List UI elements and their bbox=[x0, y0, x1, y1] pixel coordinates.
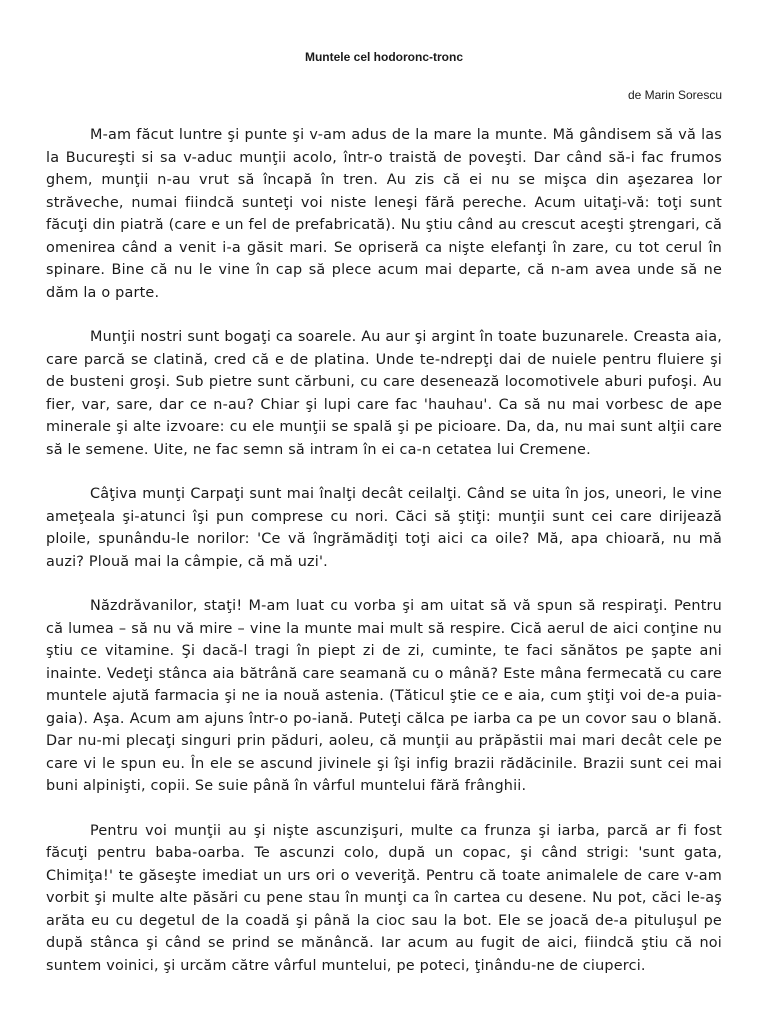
document-author: de Marin Sorescu bbox=[627, 88, 722, 102]
paragraph: Câţiva munţi Carpaţi sunt mai înalţi decât ceilalţi. Când se uita în jos, uneori, le vine ameţeala şi-atunci îşi pun comprese cu nori. Căci să ştiţi: munţii sunt cei care dirijează ploile, spunându-le norilor: 'Ce vă îngrămădiţi toţi aici ca oile? Mă, apa chioară, nu mă auzi? Plouă mai la câmpie, că mă uzi'. bbox=[46, 486, 722, 570]
paragraph: Munţii nostri sunt bogaţi ca soarele. Au aur şi argint în toate buzunarele. Creasta aia, care parcă se clatină, cred că e de platina. Unde te-ndrepţi dai de nuiele pentru fluiere şi de busteni groşi. Sub pietre sunt cărbuni, cu care desenează locomotivele aburi pufoşi. Au fier, var, sare, dar ce n-au? Chiar şi lupi care fac 'hauhau'. Ca să nu mai vorbesc de ape minerale şi alte izvoare: cu ele munţii se spală şi pe picioare. Da, da, nu mai sunt alţii care să le semene. Uite, ne fac semn să intram în ei ca-n cetatea lui Cremene. bbox=[46, 329, 722, 458]
paragraph: Pentru voi munţii au şi nişte ascunzişuri, multe ca frunza şi iarba, parcă ar fi fost făcuţi pentru baba-oarba. Te ascunzi colo, după un copac, şi când strigi: 'sunt gata, Chimiţa!' te găseşte imediat un urs ori o veveriţă. Pentru că toate animalele de care v-am vorbit şi multe alte păsări cu pene stau în munţi ca în cartea cu desene. Nu pot, căci le-aş arăta eu cu degetul de la coadă şi până la cioc sau la bot. Ele se joacă de-a pituluşul pe după stânca şi când se prind se mănâncă. Iar acum au fugit de aici, fiindcă ştiu că noi suntem voinici, şi urcăm către vârful muntelui, pe poteci, ţinându-ne de ciuperci. bbox=[46, 822, 722, 974]
document-title: Muntele cel hodoronc-tronc bbox=[304, 50, 463, 64]
paragraph: M-am făcut luntre şi punte şi v-am adus de la mare la munte. Mă gândisem să vă las la Bucureşti si sa v-aduc munţii acolo, într-o traistă de poveşti. Dar când să-i fac frumos ghem, munţii n-au vrut să încapă în tren. Au zis că ei nu se mişca din aşezarea lor străveche, numai fiindcă sunteţi voi niste leneşi fără pereche. Acum uitaţi-vă: toţi sunt făcuţi din piatră (care e un fel de prefabricată). Nu ştiu când au crescut aceşti ştrengari, că omenirea când a venit i-a găsit mari. Se opriseră ca nişte elefanţi în zare, cu tot cerul în spinare. Bine că nu le vine în cap să plece acum mai departe, că n-am avea unde să ne dăm la o parte. bbox=[46, 127, 722, 301]
paragraph: Năzdrăvanilor, staţi! M-am luat cu vorba şi am uitat să vă spun să respiraţi. Pentru că lumea – să nu vă mire – vine la munte mai mult să respire. Cică aerul de aici conţine nu ştiu ce vitamine. Şi dacă-l tragi în piept zi de zi, cuminte, te faci sănătos pe şapte ani inainte. Vedeţi stânca aia bătrână care seamană cu o mână? Este mâna fermecată cu care muntele ajută farmacia şi ne ia nouă astenia. (Tăticul ştie ce e aia, cum ştiţi voi de-a puia-gaia). Aşa. Acum am ajuns într-o po-iană. Puteţi călca pe iarba ca pe un covor sau o blană. Dar nu-mi plecaţi singuri prin păduri, aoleu, că munţii au prăpăstii mai mari decât cele pe care vi le spun eu. În ele se ascund jivinele şi îşi infig brazii rădăcinile. Brazii sunt cei mai buni alpinişti, copii. Se suie până în vârful muntelui fără frânghii. bbox=[46, 598, 722, 794]
document-body bbox=[46, 124, 722, 999]
